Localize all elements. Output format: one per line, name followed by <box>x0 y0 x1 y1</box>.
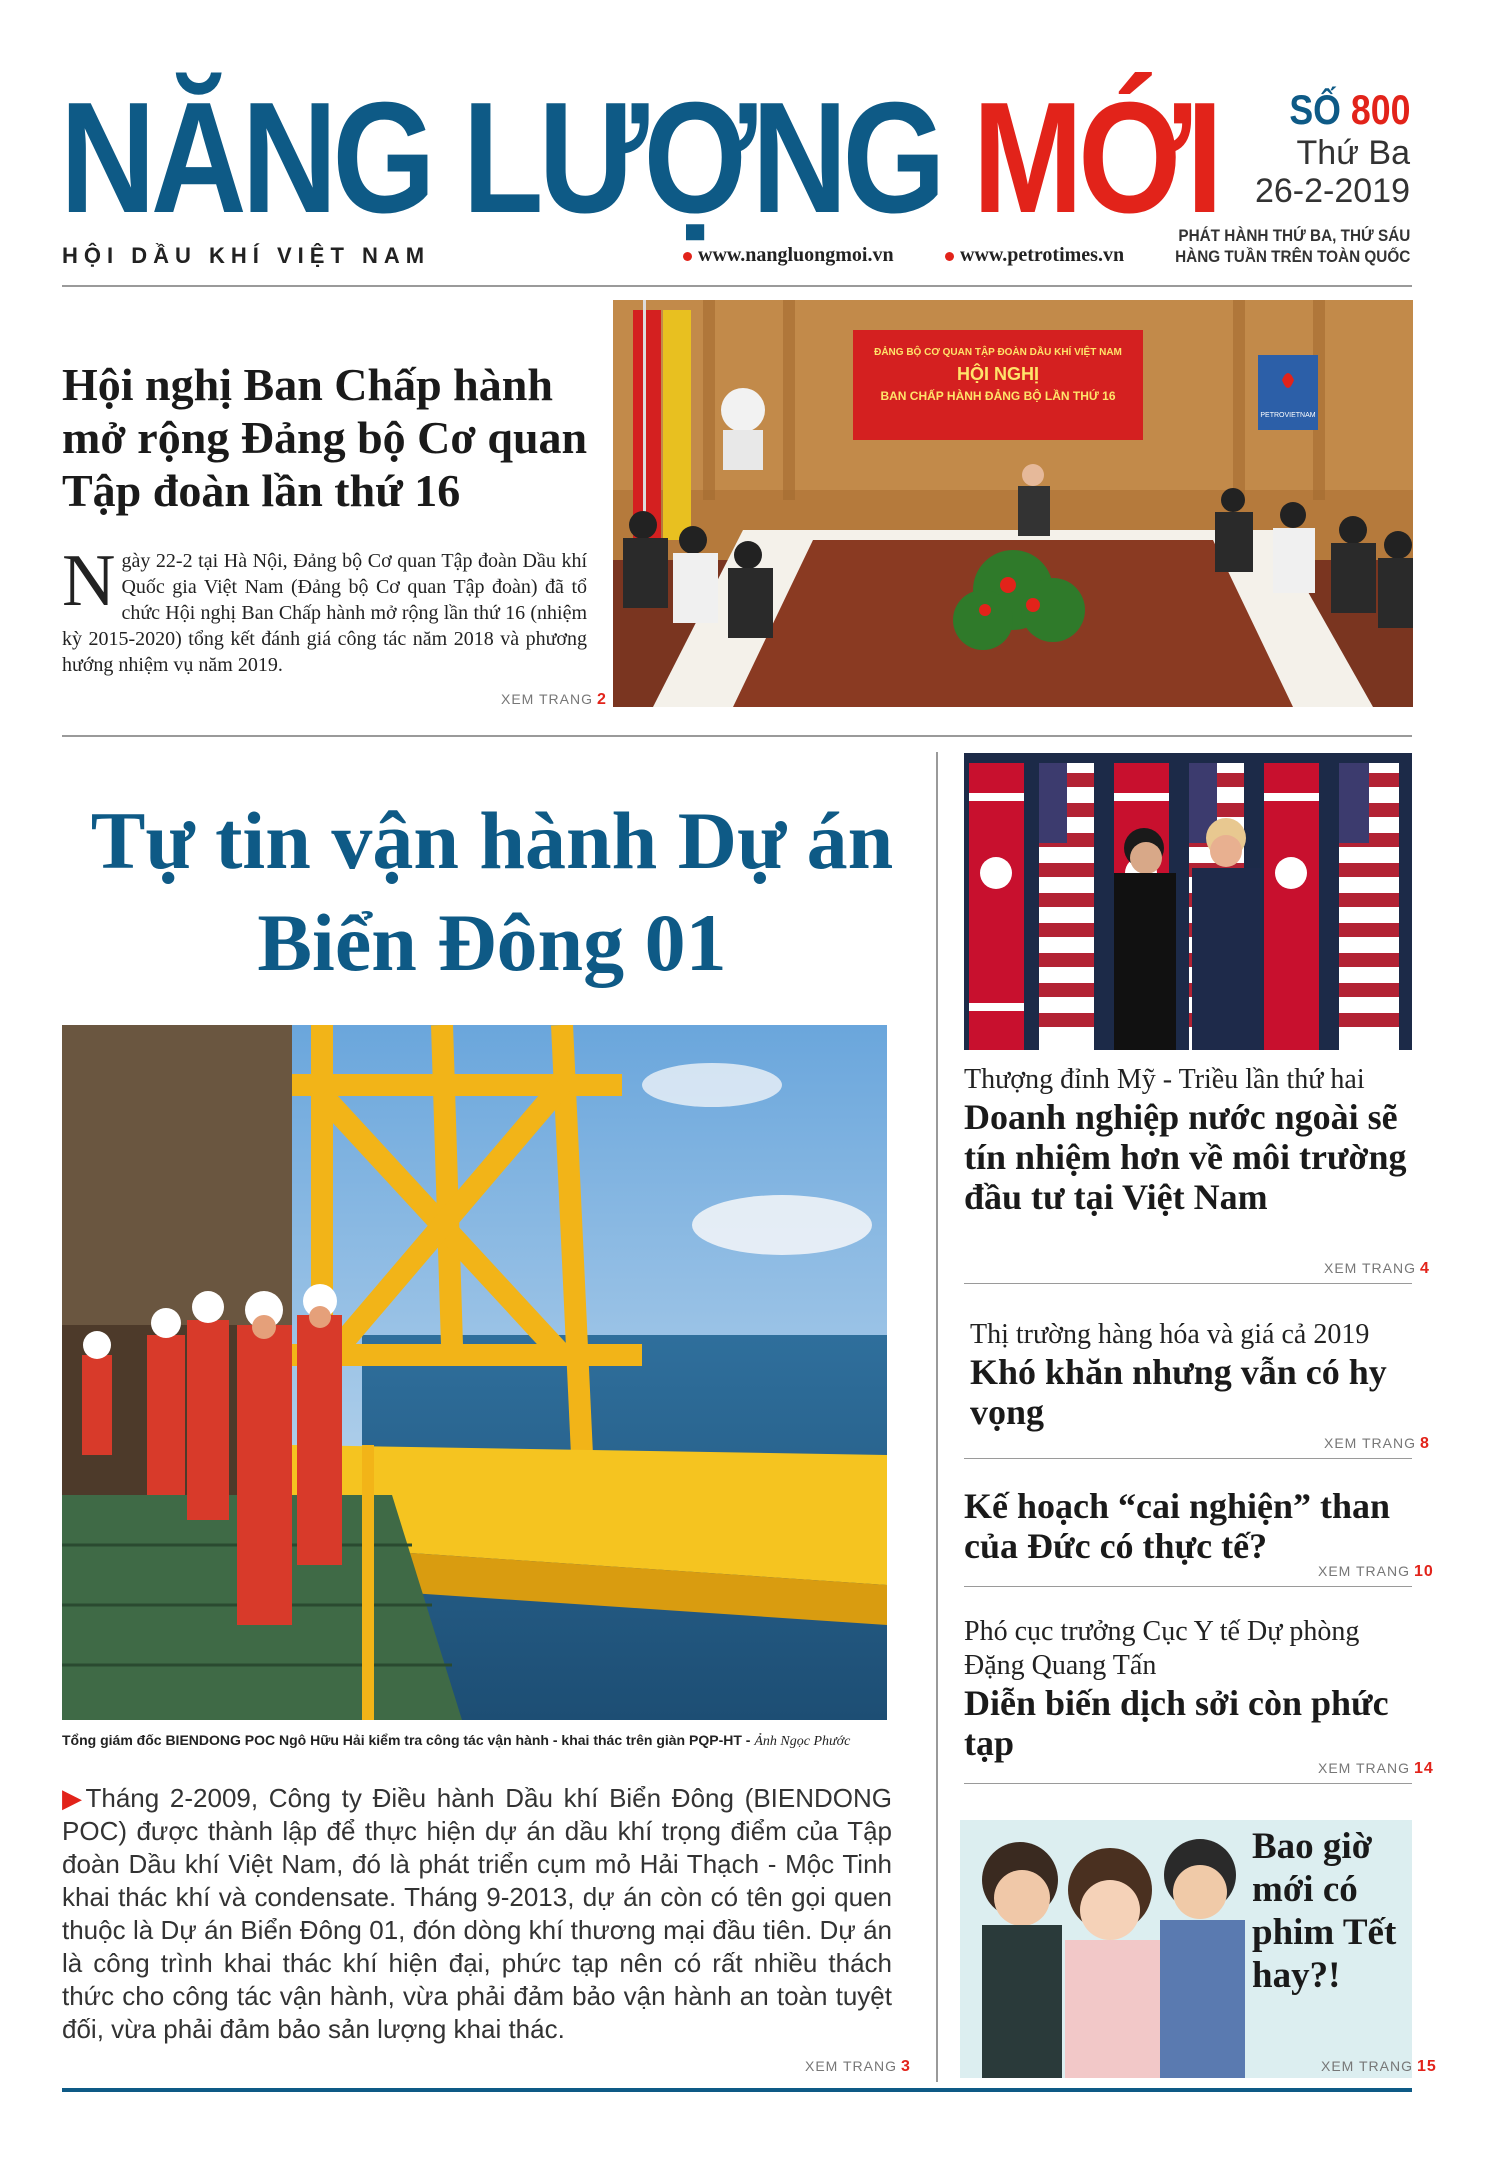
website-link-1[interactable] <box>683 244 894 267</box>
see-page-link[interactable]: XEM TRANG 4 <box>1324 1260 1430 1277</box>
triangle-bullet-icon: ▶ <box>62 1783 86 1813</box>
masthead-title-red: MỚI <box>972 70 1219 246</box>
issue-date: 26-2-2019 <box>1254 172 1410 210</box>
banner-text-3: BAN CHẤP HÀNH ĐẢNG BỘ LẦN THỨ 16 <box>880 389 1116 403</box>
sidebar-headline[interactable]: Doanh nghiệp nước ngoài sẽ tín nhiệm hơn về môi trường đầu tư tại Việt Nam <box>964 1097 1407 1217</box>
banner-text-1: ĐẢNG BỘ CƠ QUAN TẬP ĐOÀN DẦU KHÍ VIỆT NAM <box>874 347 1122 358</box>
sidebar-item-2[interactable] <box>970 1318 1412 1432</box>
see-page-link[interactable]: XEM TRANG 14 <box>1318 1760 1434 1777</box>
section-divider <box>62 735 1412 737</box>
sidebar-headline[interactable]: Kế hoạch “cai nghiện” than của Đức có thực tế? <box>964 1486 1391 1566</box>
see-page-link[interactable]: XEM TRANG 8 <box>1324 1435 1430 1452</box>
top-story-lead: Ngày 22-2 tại Hà Nội, Đảng bộ Cơ quan Tập đoàn Dầu khí Quốc gia Việt Nam (Đảng bộ Cơ quan Tập đoàn) đã tổ chức Hội nghị Ban Chấp hành mở rộng lần thứ 16 (nhiệm kỳ 2015-2020) tổng kết đánh giá công tác năm 2018 và phương hướng nhiệm vụ năm 2019. <box>62 540 587 676</box>
url-text: www.nangluongmoi.vn <box>698 244 894 266</box>
sidebar-headline[interactable]: Diễn biến dịch sởi còn phức tạp <box>964 1683 1389 1763</box>
top-story-headline[interactable]: Hội nghị Ban Chấp hành mở rộng Đảng bộ Cơ quan Tập đoàn lần thứ 16 <box>62 359 588 516</box>
sidebar-divider <box>964 1283 1412 1284</box>
petrovietnam-logo-text: PETROVIETNAM <box>1260 412 1316 419</box>
masthead-divider <box>62 285 1412 287</box>
kicker: Thượng đỉnh Mỹ - Triều lần thứ hai <box>964 1064 1365 1095</box>
kicker: Thị trường hàng hóa và giá cả 2019 <box>970 1319 1370 1350</box>
column-divider <box>936 752 938 2082</box>
masthead-title-blue: NĂNG LƯỢNG <box>60 70 973 246</box>
promo-headline[interactable]: Bao giờ mới có phim Tết hay?! <box>1252 1826 1397 1996</box>
masthead-logo <box>60 70 1219 246</box>
url-text: www.petrotimes.vn <box>960 244 1125 266</box>
sidebar-item-1[interactable] <box>964 1063 1412 1217</box>
page-bottom-rule <box>62 2088 1412 2092</box>
website-link-2[interactable] <box>945 244 1124 267</box>
see-page-link[interactable]: XEM TRANG 3 <box>805 2058 911 2075</box>
dropcap: N <box>62 540 116 622</box>
issue-info <box>1255 86 1410 210</box>
kicker: Phó cục trưởng Cục Y tế Dự phòng Đặng Quang Tấn <box>964 1616 1360 1681</box>
sidebar-item-3[interactable] <box>964 1486 1412 1566</box>
main-story-body: ▶Tháng 2-2009, Công ty Điều hành Dầu khí Biển Đông (BIENDONG POC) được thành lập để thực hiện dự án dầu khí trọng điểm của Tập đoàn Dầu khí Việt Nam, đó là phát triển cụm mỏ Hải Thạch - Mộc Tinh khai thác khí và condensate. Tháng 9-2013, dự án còn có tên gọi quen thuộc là Dự án Biển Đông 01, đón dòng khí thương mại đầu tiên. Dự án là công trình khai thác khí hiện đại, phức tạp nên có rất nhiều thách thức cho công tác vận hành, vừa phải đảm bảo vận hành an toàn tuyệt đối, vừa phải đảm bảo sản lượng khai thác. <box>62 1783 893 2044</box>
summit-photo <box>964 753 1412 1050</box>
sidebar-divider <box>964 1458 1412 1459</box>
publish-schedule: PHÁT HÀNH THỨ BA, THỨ SÁU HÀNG TUẦN TRÊN TOÀN QUỐC <box>1174 226 1410 266</box>
sidebar-headline[interactable]: Khó khăn nhưng vẫn có hy vọng <box>970 1352 1387 1432</box>
sidebar-item-4[interactable] <box>964 1615 1412 1763</box>
sidebar-divider <box>964 1783 1412 1784</box>
main-headline[interactable]: Tự tin vận hành Dự án Biển Đông 01 <box>90 795 894 988</box>
sidebar-divider <box>964 1586 1412 1587</box>
bullet-icon <box>683 252 692 261</box>
issue-weekday: Thứ Ba <box>1296 134 1410 172</box>
see-page-link[interactable]: XEM TRANG 10 <box>1318 1563 1434 1580</box>
photo-caption: Tổng giám đốc BIENDONG POC Ngô Hữu Hải kiểm tra công tác vận hành - khai thác trên giàn PQP-HT - Ảnh Ngọc Phước <box>62 1732 851 1749</box>
masthead-subtitle: HỘI DẦU KHÍ VIỆT NAM <box>62 243 431 268</box>
see-page-link[interactable]: XEM TRANG 2 <box>501 691 607 708</box>
bullet-icon <box>945 252 954 261</box>
offshore-platform-photo <box>62 1025 887 1720</box>
banner-text-2: HỘI NGHỊ <box>956 364 1040 384</box>
conference-photo <box>613 300 1413 707</box>
issue-number: SỐ 800 <box>1288 86 1410 133</box>
see-page-link[interactable]: XEM TRANG 15 <box>1321 2058 1437 2075</box>
